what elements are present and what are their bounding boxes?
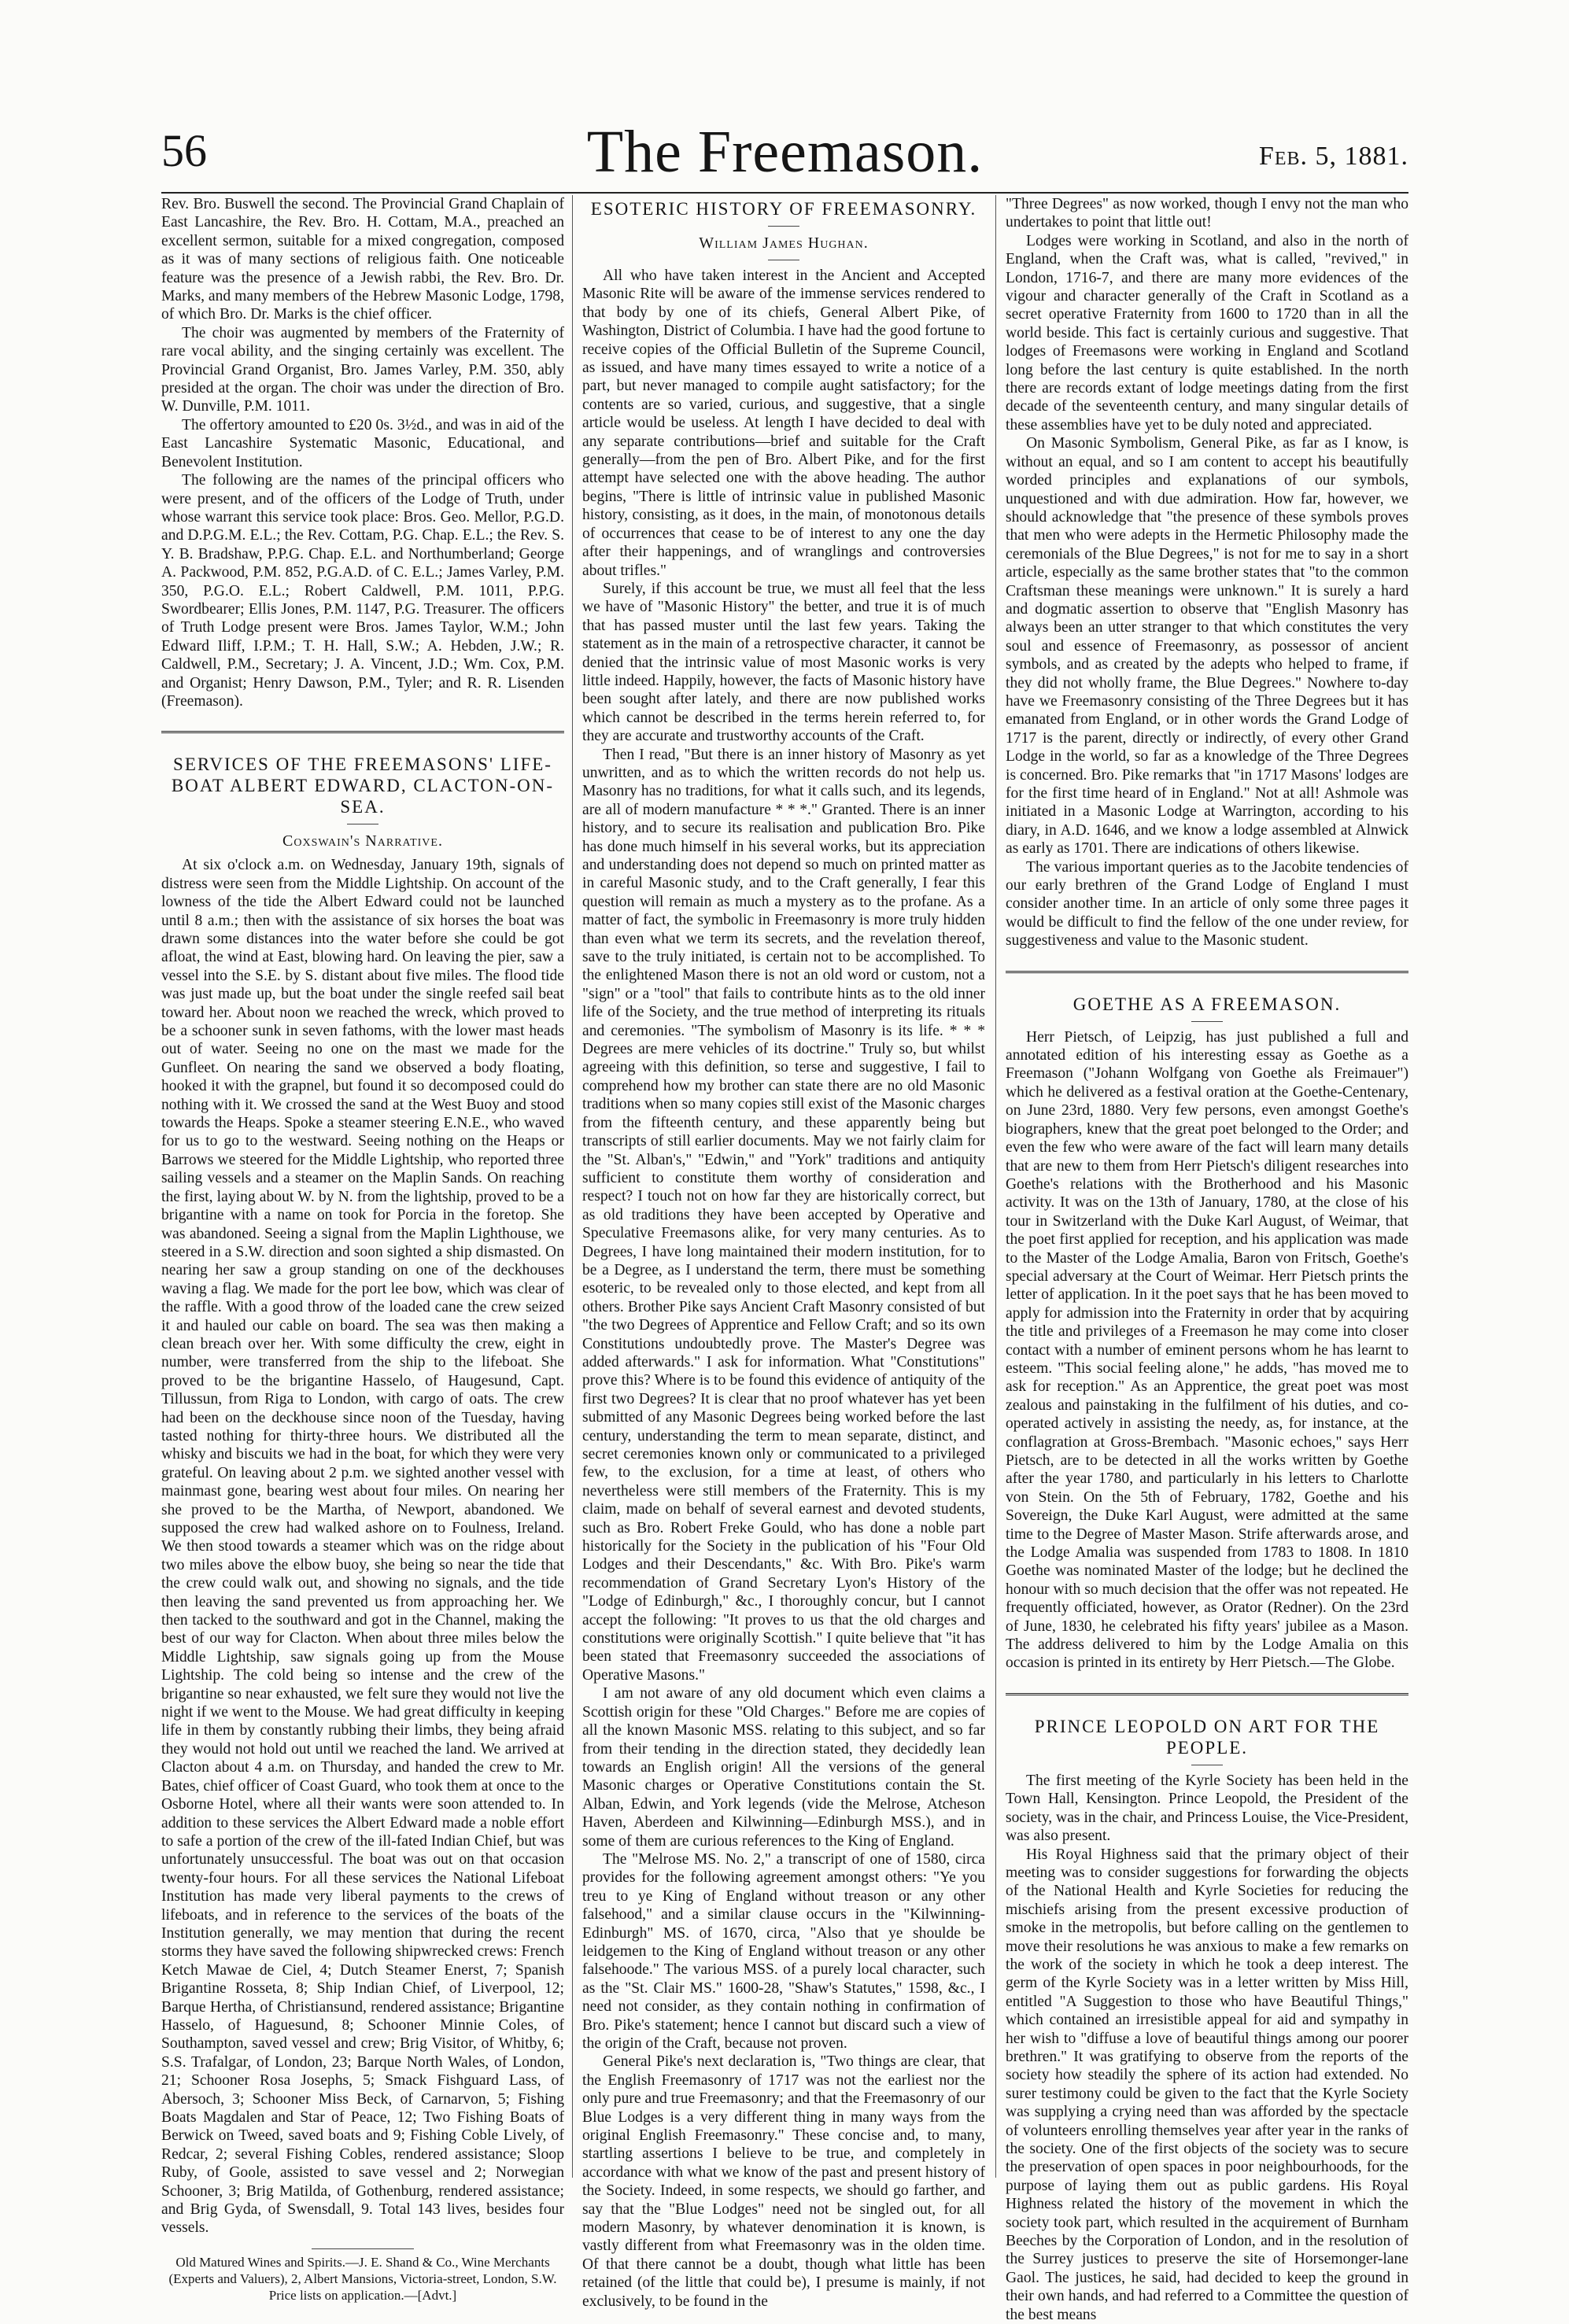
paragraph: Rev. Bro. Buswell the second. The Provincial Grand Chaplain of East Lancashire, the Rev. Bro. H. Cottam, M.A., preached an excellent sermon, suitable for a mixed congregation, composed as it was of many sections of religious faith. One noticeable feature was the presence of a Jewish rabbi, the Rev. Bro. Dr. Marks, and many members of the Hebrew Masonic Lodge, 1798, of which Bro. Dr. Marks is the chief officer. — [161, 195, 564, 324]
advertisement: Old Matured Wines and Spirits.—J. E. Shand & Co., Wine Merchants (Experts and Valuers), 2, Albert Mansions, Victoria-street, London, S.W. Price lists on application.—[Advt.] — [161, 2254, 564, 2304]
advert-rule — [312, 2248, 414, 2249]
heading-rule — [1191, 1021, 1223, 1022]
column-3 — [1006, 195, 1408, 2193]
article-heading-esoteric: ESOTERIC HISTORY OF FREEMASONRY. — [582, 198, 985, 219]
paragraph: The first meeting of the Kyrle Society has been held in the Town Hall, Kensington. Prince Leopold, the President of the society, was in the chair, and Princess Louise, the Vice-President, was also present. — [1006, 1772, 1408, 1846]
paragraph: I am not aware of any old document which even claims a Scottish origin for these "Old Charges." Before me are copies of all the known Masonic MSS. relating to this subject, and so far from their tending in the direction stated, they decidedly lean towards an English origin! All the versions of the general Masonic charges or Operative Constitutions contain the St. Alban, Edwin, and York legends (vide the Melrose, Atcheson Haven, Aberdeen and Kilwinning—Edinburgh MSS.), and in some of them are curious references to the King of England. — [582, 1684, 985, 1850]
masthead-rule — [161, 192, 1408, 194]
article-heading-goethe: GOETHE AS A FREEMASON. — [1006, 994, 1408, 1015]
paragraph: Surely, if this account be true, we must all feel that the less we have of "Masonic History" the better, and true it is of much that has passed muster until the last few years. Taking the statement as in the main of a retrospective character, it cannot be denied that the intrinsic value of most Masonic works is very little indeed. Happily, however, the facts of Masonic history have been sought after lately, and there are now published works which cannot be described in the terms herein referred to, for they are accurate and trustworthy accounts of the Craft. — [582, 580, 985, 746]
paragraph: Then I read, "But there is an inner history of Masonry as yet unwritten, and as to which the written records do not help us. Masonry has no traditions, for what it calls such, and its legends, are all of modern manufacture * * *." Granted. There is an inner history, and to secure its realisation and publication Bro. Pike has done much himself in his several works, but its appreciation and understanding does not depend so much on printed matter as in careful Masonic study, and to the Craft generally, I fear this question will remain as much a mystery as to the profane. As a matter of fact, the symbolic in Freemasonry is more truly hidden than even what we term its secrets, and the revelation thereof, save to the truly initiated, is certain not to be accomplished. To the enlightened Mason there is not an old word or custom, not a "sign" or a "tool" that fails to contribute hints as to the old inner life of the Society, and the true method of interpreting its rituals and ceremonies. "The symbolism of Masonry is its life. * * * Degrees are mere vehicles of its doctrine." Truly so, but whilst agreeing with this definition, so terse and suggestive, I fail to comprehend how my brother can state there are no old Masonic traditions when so many copies still exist of the Masonic charges from the fifteenth century, and these apparently being but transcripts of still earlier documents. May we not fairly claim for the "St. Alban's," "Edwin," and "York" traditions and antiquity sufficient to constitute them worthy of consideration and respect? I touch not on how far they are historically correct, but as old traditions they have been accepted by Operative and Speculative Freemasons alike, for very many centuries. As to Degrees, I have long maintained their modern institution, for to be a Degree, as I understand the term, there must be something esoteric, to be revealed only to those elected, and kept from all others. Brother Pike says Ancient Craft Masonry consisted of but "the two Degrees of Apprentice and Fellow Craft; and so its own Constitutions undoubtedly prove. The Master's Degree was added afterwards." I ask for information. What "Constitutions" prove this? Where is to be found this evidence of antiquity of the first two Degrees? It is clear that no proof whatever has yet been submitted of any Masonic Degrees being worked before the last century, understanding the term to mean separate, distinct, and secret ceremonies known only or communicated to a privileged few, to the exclusion, for a time at least, of others who nevertheless were still members of the Fraternity. This is my claim, made on behalf of several earnest and devoted students, such as Bro. Robert Freke Gould, who has done a noble part historically for the Society in the publication of his "Four Old Lodges and their Descendants," &c. With Bro. Pike's warm recommendation of Grand Secretary Lyon's History of the "Lodge of Edinburgh," &c., I thoroughly concur, but I cannot accept the following: "It proves to us that the old charges and constitutions were originally Scottish." I quite believe that "it has been stated that Freemasonry succeeded the associations of Operative Masons." — [582, 746, 985, 1685]
article-divider — [1006, 1693, 1408, 1695]
column-2 — [582, 195, 985, 2193]
paragraph: All who have taken interest in the Ancient and Accepted Masonic Rite will be aware of the immense services rendered to that body by one of its chiefs, General Albert Pike, of Washington, District of Columbia. I have had the good fortune to receive copies of the Official Bulletin of the Supreme Council, as issued, and have many times essayed to write a notice of a part, but never managed to compile aught satisfactory; for the contents are so varied, curious, and suggestive, that a single article would be useless. At length I have decided to deal with any separate contributions—brief and suitable for the Craft generally—from the pen of Bro. Albert Pike, and for the first attempt have selected one with the above heading. The author begins, "There is little of intrinsic value in published Masonic history, consisting, as it does, in the main, of monotonous details of occurrences that cease to be of interest to any one the day after their happenings, and of wranglings and controversies about trifles." — [582, 267, 985, 580]
page-number: 56 — [161, 124, 207, 177]
paragraph: On Masonic Symbolism, General Pike, as far as I know, is without an equal, and so I am content to accept his beautifully worded principles and explanations of our symbols, unquestioned and with due admiration. How far, however, we should acknowledge that "the presence of these symbols proves that men who were adepts in the Hermetic Philosophy made the ceremonials of the Blue Degrees," is not for me to say in a short article, especially as the same brother states that "to the common Craftsman these meanings were unknown." It is surely a hard and dogmatic assertion to observe that "English Masonry has always been an utter stranger to that which constitutes the very soul and essence of Freemasonry, as possessor of ancient symbols, and as created by the adepts who helped to frame, if they did not wholly frame, the Blue Degrees." Nowhere to-day have we Freemasonry consisting of the Three Degrees but it has emanated from England, or in other words the Grand Lodge of 1717 is the parent, directly or indirectly, of every other Grand Lodge in the world, so far as a knowledge of the Three Degrees is concerned. Bro. Pike remarks that "in 1717 Masons' lodges are for the first time heard of in England." Not at all! Ashmole was initiated in a Masonic Lodge at Warrington, according to his diary, in A.D. 1646, and we know a lodge assembled at Alnwick as early as 1701. There are indications of others likewise. — [1006, 434, 1408, 858]
paragraph: Herr Pietsch, of Leipzig, has just published a full and annotated edition of his interesting essay as Goethe as a Freemason ("Johann Wolfgang von Goethe als Freimauer") which he delivered as a festival oration at the Goethe-Centenary, on June 23rd, 1880. Very few persons, even amongst Goethe's biographers, knew that the great poet belonged to the Order; and even the few who were aware of the fact will learn many details that are new to them from Herr Pietsch's diligent researches into Goethe's relations with the Brotherhood and his Masonic activity. It was on the 13th of January, 1780, at the close of his tour in Switzerland with the Duke Karl August, of Weimar, that the poet first applied for reception, and his application was made to the Master of the Lodge Amalia, Baron von Fritsch, Goethe's special adversary at the Court of Weimar. Herr Pietsch prints the letter of application. In it the poet says that he has been moved to apply for admission into the Fraternity in order that by acquiring the title and privileges of a Freemason he may come into closer contact with a number of eminent persons whom he has learnt to esteem. "This social feeling alone," he adds, "has moved me to ask for reception." As an Apprentice, the great poet was most zealous and painstaking in the fulfilment of his duties, and co-operated actively in assisting the needy, as, for instance, at the conflagration at Gross-Brembach. "Masonic echoes," says Herr Pietsch, are to be detected in all the works written by Goethe after the year 1780, and particularly in his letters to Charlotte von Stein. On the 5th of February, 1782, Goethe and his Sovereign, the Duke Karl August, were admitted at the same time to the Degree of Master Mason. Strife afterwards arose, and the Lodge Amalia was suspended from 1783 to 1808. In 1810 Goethe was nominated Master of the lodge; but he declined the honour with so much decision that the offer was not repeated. He frequently officiated, however, as Orator (Redner). On the 23rd of June, 1830, he celebrated his fifty years' jubilee as a Mason. The address delivered to him by the Lodge Amalia on this occasion is printed in its entirety by Herr Pietsch.—The Globe. — [1006, 1028, 1408, 1673]
paragraph: The choir was augmented by members of the Fraternity of rare vocal ability, and the singing certainly was excellent. The Provincial Grand Organist, Bro. James Varley, P.M. 350, ably presided at the organ. The choir was under the direction of Bro. W. Dunville, P.M. 1011. — [161, 324, 564, 416]
paragraph: At six o'clock a.m. on Wednesday, January 19th, signals of distress were seen from the Middle Lightship. On account of the lowness of the tide the Albert Edward could not be launched until 8 a.m.; then with the assistance of six horses the boat was drawn some distances into the water before she could be got afloat, the wind at East, blowing hard. On leaving the pier, saw a vessel into the S.E. by S. distant about five miles. The flood tide was just made up, but the boat under the single reefed sail beat toward her. About noon we reached the wreck, which proved to be a schooner sunk in seven fathoms, with the lower mast heads out of water. Seeing no one on the mast we made for the Gunfleet. On nearing the sand we observed a body floating, hooked it with the grapnel, but found it so decomposed could do nothing with it. We crossed the sand at the West Buoy and stood towards the Heaps. Spoke a steamer steering E.N.E., who waved for us to go to the westward. Seeing nothing on the Heaps or Barrows we steered for the Middle Lightship, who reported three sailing vessels and a steamer on the Maplin Sands. On reaching the first, laying about W. by N. from the lightship, proved to be a brigantine with a name on took for Porcia in the foretop. She was abandoned. Seeing a signal from the Maplin Lighthouse, we steered in a S.W. direction and soon sighted a ship dismasted. On nearing her saw a group standing on one of the deckhouses waving a flag. We made for the port lee bow, which was clear of the raffle. With a good throw of the loaded cane the crew seized it and hauled our cable on board. The sea was then making a clean breach over her. With some difficulty the crew, eight in number, were transferred from the ship to the lifeboat. She proved to be the brigantine Hasselo, of Haugesund, Capt. Tillussun, from Riga to London, with cargo of oats. The crew had been on the deckhouse since noon of the Tuesday, having tasted nothing for thirty-three hours. We distributed all the whisky and biscuits we had in the boat, for which they were very grateful. On leaving about 2 p.m. we sighted another vessel with mainmast gone, bearing west about four miles. On nearing her she proved to be the Martha, of Newport, abandoned. We supposed the crew had walked ashore on to Foulness, Ireland. We then stood towards a steamer which was on the ridge about two miles above the elbow buoy, she being so near the tide that the crew could walk out, and showing no signals, and the tide then leaving the sand prevented us from approaching her. We then tacked to the southward and got in the Channel, making the best of our way for Clacton. When about three miles below the Middle Lightship, saw signals going up from the Mouse Lightship. The cold being so intense and the crew of the brigantine so near exhausted, we felt sure they would not live the night if we went to the Mouse. We had great difficulty in keeping life in them by constantly rubbing their limbs, they being afraid they would not hold out until we reached the land. We arrived at Clacton about 4 a.m. on Thursday, and handed the crew to Mr. Bates, chief officer of Coast Guard, who took them at once to the Osborne Hotel, where all their wants were soon attended to. In addition to these services the Albert Edward made a noble effort to safe a portion of the crew of the ill-fated Indian Chief, but was unfortunately unsuccessful. The boat was out on that occasion twenty-four hours. For all these services the National Lifeboat Institution has made very liberal payments to the crews of lifeboats, and in reference to the services of the boats of the Institution generally, we may mention that during the recent storms they have saved the following shipwrecked crews: French Ketch Mawae de Ciel, 4; Dutch Steamer Enerst, 7; Spanish Brigantine Rosseta, 8; Ship Indian Chief, of Liverpool, 12; Barque Hertha, of Christiansund, rendered assistance; Brigantine Hasselo, of Haguesund, 8; Schooner Minnie Coles, of Southampton, saved vessel and crew; Brig Visitor, of Whitby, 6; S.S. Trafalgar, of London, 23; Barque North Wales, of London, 21; Schooner Rosa Josephs, 5; Smack Fishguard Lass, of Abersoch, 3; Schooner Miss Beck, of Carnarvon, 5; Fishing Boats Magdalen and Star of Peace, 12; Two Fishing Boats of Berwick on Tweed, saved boats and 9; Fishing Coble Lively, of Redcar, 2; several Fishing Cobles, rendered assistance; Sloop Ruby, of Goole, assisted to save vessel and 2; Norwegian Schooner, 3; Brig Matilda, of Gothenburg, rendered assistance; and Brig Gyda, of Swensdall, 9. Total 143 lives, besides four vessels. — [161, 856, 564, 2237]
article-byline: Coxswain's Narrative. — [161, 831, 564, 851]
article-divider — [1006, 971, 1408, 973]
paragraph: "Three Degrees" as now worked, though I envy not the man who undertakes to point that little out! — [1006, 195, 1408, 232]
column-rule — [995, 195, 996, 2178]
issue-date: Feb. 5, 1881. — [1259, 142, 1408, 172]
paragraph: The following are the names of the principal officers who were present, and of the officers of the Lodge of Truth, under whose warrant this service took place: Bros. Geo. Mellor, P.G.D. and D.P.G.M. E.L.; the Rev. Cottam, P.G. Chap. E.L.; the Rev. S. Y. B. Bradshaw, P.P.G. Chap. E.L. and Northumberland; George A. Packwood, P.M. 852, P.G.A.D. of C. E.L.; James Varley, P.M. 350, P.G.O. E.L.; Robert Caldwell, P.M. 1011, P.P.G. Swordbearer; Ellis Jones, P.M. 1147, P.G. Treasurer. The officers of Truth Lodge present were Bros. James Taylor, W.M.; John Edward Iliff, I.P.M.; T. H. Hall, S.W.; A. Hebden, J.W.; R. Caldwell, P.M., Secretary; J. A. Vincent, J.D.; Wm. Cox, P.M. and Organist; Henry Dawson, P.M., Tyler; and R. R. Lisenden (Freemason). — [161, 471, 564, 710]
article-heading-lifeboat: SERVICES OF THE FREEMASONS' LIFE-BOAT ALBERT EDWARD, CLACTON-ON-SEA. — [161, 754, 564, 817]
column-rule — [572, 195, 573, 2178]
paragraph: The offertory amounted to £20 0s. 3½d., and was in aid of the East Lancashire Systematic Masonic, Educational, and Benevolent Institution. — [161, 416, 564, 471]
article-byline: William James Hughan. — [582, 233, 985, 253]
heading-rule — [768, 226, 799, 227]
masthead — [161, 118, 1408, 189]
article-heading-leopold: PRINCE LEOPOLD ON ART FOR THE PEOPLE. — [1006, 1716, 1408, 1758]
paragraph: Lodges were working in Scotland, and also in the north of England, when the Craft was, what is called, "revived," in London, 1716-7, and there are many more evidences of the vigour and character generally of the Craft in Scotland as a secret operative Fraternity from 1600 to 1720 than in all the world beside. This fact is certainly curious and suggestive. That lodges of Freemasons were working in England and Scotland long before the last century is quite established. In the north there are records extant of lodge meetings dating from the first decade of the seventeenth century, and many singular details of these assemblies have yet to be duly noted and appreciated. — [1006, 232, 1408, 434]
paragraph: General Pike's next declaration is, "Two things are clear, that the English Freemasonry of 1717 was not the earliest nor the only pure and true Freemasonry; and that the Freemasonry of our Blue Lodges is a very different thing in many ways from the original English Freemasonry." These concise and, to many, startling assertions I believe to be true, and completely in accordance with what we know of the past and present history of the Society. Indeed, in some respects, we should go farther, and say that the "Blue Lodges" need not be singled out, for all modern Masonry, by whatever denomination it is known, is vastly different from what Freemasonry was in the olden time. Of that there cannot be a doubt, though what little has been retained (of the little that could be), I presume is mainly, if not exclusively, to be found in the — [582, 2053, 985, 2311]
column-1 — [161, 195, 564, 2193]
article-divider — [161, 731, 564, 733]
paragraph: His Royal Highness said that the primary object of their meeting was to consider suggestions for forwarding the objects of the National Health and Kyrle Societies for reducing the mischiefs arising from the present excessive production of smoke in the metropolis, but before calling on the gentlemen to move their resolutions he was anxious to make a few remarks on the work of the society in which he took a deep interest. The germ of the Kyrle Society was in a letter written by Miss Hill, entitled "A Suggestion to those who have Beautiful Things," which contained an irresistible appeal for aid and sympathy in her wish to "diffuse a love of beautiful things among our poorer brethren." It was gratifying to observe from the reports of the society how steadily the sphere of its action had extended. No surer testimony could be given to the fact that the Kyrle Society was supplying a crying need than was afforded by the spectacle of volunteers enrolling themselves year after year in the ranks of the society. One of the first objects of the society was to secure the preservation of open spaces in poor neighbourhoods, for the purpose of laying them out as public gardens. His Royal Highness related the history of the movement in which the society took part, which resulted in the acquirement of Burnham Beeches by the Corporation of London, and in the resolution of the Surrey justices to preserve the site of Horsemonger-lane Gaol. The justices, he said, had decided to keep the ground in their own hands, and had referred to a Committee the question of the best means — [1006, 1846, 1408, 2324]
newspaper-title: The Freemason. — [161, 118, 1408, 186]
paragraph: The "Melrose MS. No. 2," a transcript of one of 1580, circa provides for the following agreement amongst others: "Ye you treu to ye King of England without treason or any other falsehood," and a similar clause occurs in the "Kilwinning-Edinburgh" MS. of 1670, circa, "Also that ye shoulde be leidgemen to the King of England without treason or any other falsehoode." The various MSS. of a purely local character, such as the "St. Clair MS." 1600-28, "Shaw's Statutes," 1598, &c., I need not consider, as they contain nothing in confirmation of Bro. Pike's statement; hence I cannot but discard such a view of the origin of the Craft, because not proven. — [582, 1850, 985, 2053]
paragraph: The various important queries as to the Jacobite tendencies of our early brethren of the Grand Lodge of England I must consider another time. In an article of only some three pages it would be difficult to find the fellow of the one under review, for suggestiveness and value to the Masonic student. — [1006, 858, 1408, 950]
